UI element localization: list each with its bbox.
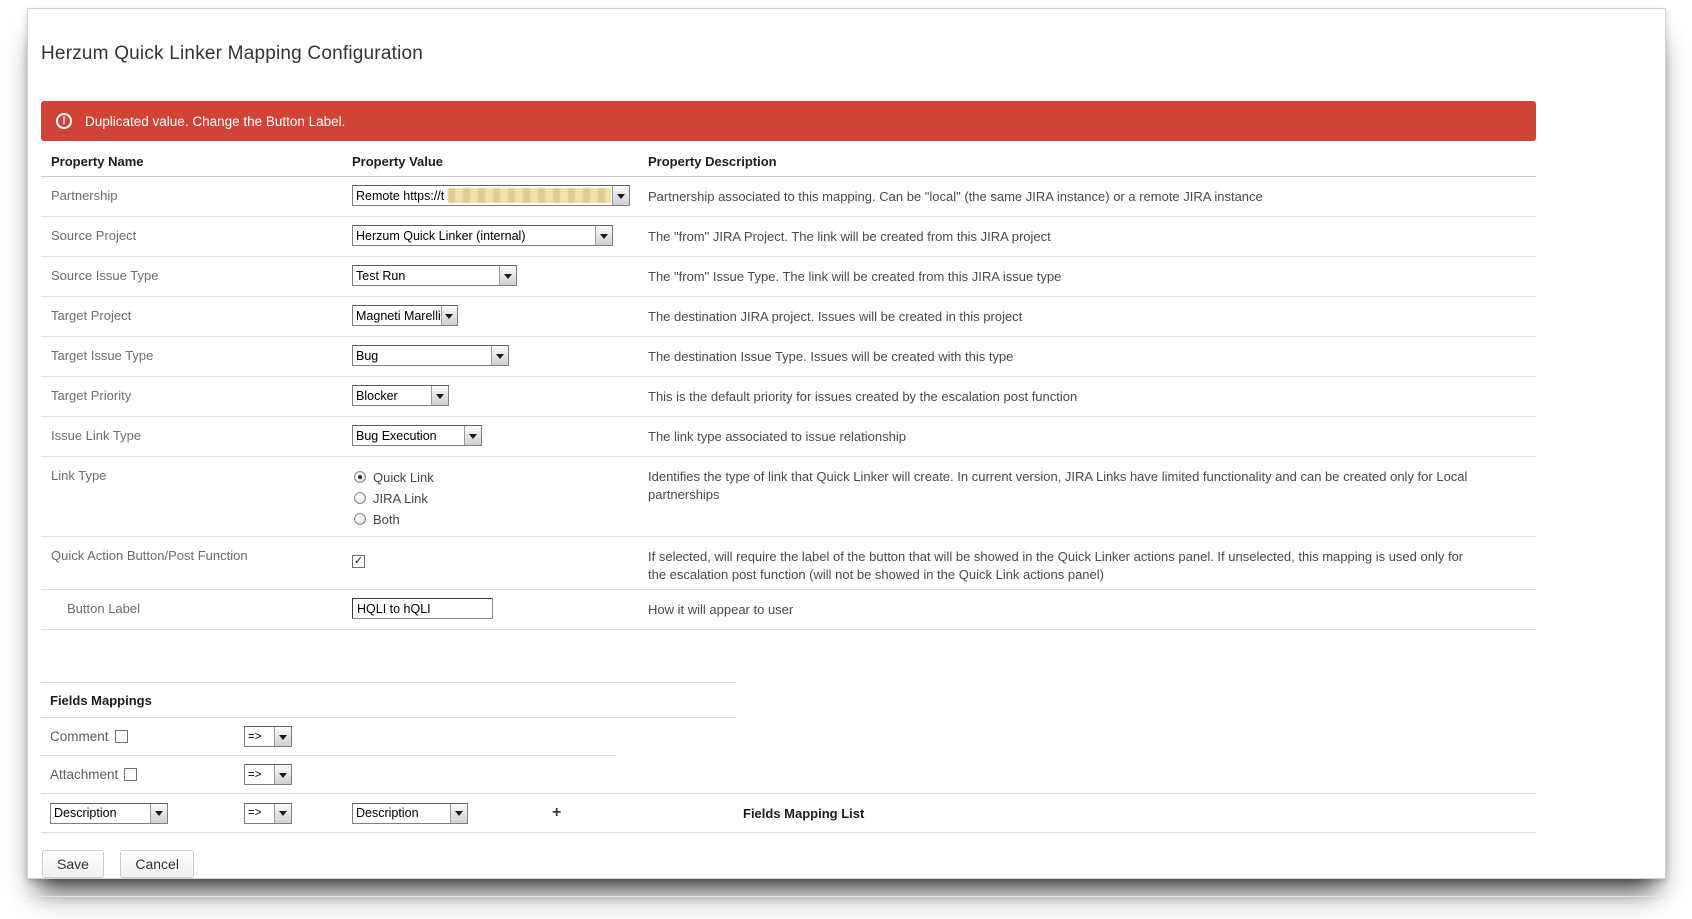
source-project-select-value: Herzum Quick Linker (internal): [356, 228, 526, 243]
comment-label: Comment: [50, 729, 109, 744]
comment-mapping-row: [41, 718, 1536, 755]
property-description: The "from" JIRA Project. The link will be created from this JIRA project: [648, 229, 1051, 244]
property-label: Partnership: [51, 188, 118, 203]
configuration-page: [27, 8, 1666, 879]
operator-value: =>: [248, 768, 262, 781]
cancel-button[interactable]: Cancel: [120, 850, 194, 878]
fields-mappings-section: [41, 682, 1536, 833]
divider: [28, 896, 1665, 897]
attachment-operator-select[interactable]: [244, 764, 292, 785]
property-row-target-project: [41, 297, 1536, 337]
radio-label: JIRA Link: [373, 490, 428, 506]
dropdown-arrow-icon[interactable]: [274, 765, 291, 784]
dropdown-arrow-icon[interactable]: [274, 804, 291, 823]
col-header-property-name: Property Name: [51, 154, 144, 169]
property-description: This is the default priority for issues created by the escalation post function: [648, 389, 1078, 404]
property-label: Quick Action Button/Post Function: [51, 548, 248, 563]
divider: [41, 832, 1536, 833]
source-issue-type-select[interactable]: [352, 265, 517, 286]
property-row-target-priority: [41, 377, 1536, 417]
attachment-label: Attachment: [50, 767, 119, 782]
source-issue-type-select-value: Test Run: [356, 268, 406, 283]
dropdown-arrow-icon[interactable]: [491, 346, 508, 365]
both-radio[interactable]: [354, 513, 366, 525]
dropdown-arrow-icon[interactable]: [595, 226, 612, 245]
button-label-input[interactable]: [352, 598, 493, 619]
source-field-value: Description: [54, 806, 117, 820]
property-row-quick-action: [41, 537, 1536, 590]
add-mapping-icon[interactable]: +: [552, 804, 562, 821]
property-label: Link Type: [51, 468, 107, 483]
mapping-operator-select[interactable]: [244, 803, 292, 824]
property-description: How it will appear to user: [648, 602, 794, 617]
radio-label: Both: [373, 511, 400, 527]
properties-table: [41, 145, 1536, 630]
target-field-value: Description: [356, 806, 419, 820]
fields-mappings-title: Fields Mappings: [50, 693, 152, 708]
property-row-issue-link-type: [41, 417, 1536, 457]
radio-label: Quick Link: [373, 469, 434, 485]
operator-value: =>: [248, 807, 262, 819]
target-priority-select-value: Blocker: [356, 388, 398, 403]
property-description: The destination Issue Type. Issues will be created with this type: [648, 349, 1014, 364]
attachment-mapping-row: [41, 756, 1536, 793]
property-row-target-issue-type: [41, 337, 1536, 377]
property-description: The "from" Issue Type. The link will be created from this JIRA issue type: [648, 269, 1062, 284]
dropdown-arrow-icon[interactable]: [499, 266, 516, 285]
property-row-source-project: [41, 217, 1536, 257]
target-project-select-value: Magneti Marelli: [356, 308, 441, 323]
table-header-row: [41, 145, 1536, 177]
jira-link-radio[interactable]: [354, 492, 366, 504]
issue-link-type-select-value: Bug Execution: [356, 428, 437, 443]
col-header-property-description: Property Description: [648, 154, 777, 169]
property-row-source-issue-type: [41, 257, 1536, 297]
property-description: The destination JIRA project. Issues will be created in this project: [648, 309, 1023, 324]
property-row-link-type: [41, 457, 1536, 537]
page-title: Herzum Quick Linker Mapping Configuration: [41, 43, 424, 64]
property-description: If selected, will require the label of the button that will be showed in the Quick Linker actions panel. If unselected, this mapping is used only for the escalation post function (will not be showed in the Quick Link actions panel): [648, 549, 1464, 582]
dropdown-arrow-icon[interactable]: [274, 727, 291, 746]
source-project-select[interactable]: [352, 225, 613, 246]
target-priority-select[interactable]: [352, 385, 449, 406]
error-message: Duplicated value. Change the Button Label.: [85, 113, 346, 129]
property-label: Source Project: [51, 228, 137, 243]
dropdown-arrow-icon[interactable]: [612, 186, 629, 205]
error-banner: [41, 101, 1536, 141]
property-description: The link type associated to issue relationship: [648, 429, 906, 444]
source-field-select[interactable]: [50, 803, 168, 824]
button-bar: [41, 850, 1536, 878]
target-issue-type-select-value: Bug: [356, 348, 379, 363]
operator-value: =>: [248, 730, 262, 743]
dropdown-arrow-icon[interactable]: [464, 426, 481, 445]
error-circle-icon: !: [56, 113, 72, 129]
save-button[interactable]: Save: [42, 850, 104, 878]
property-label: Button Label: [67, 601, 141, 616]
attachment-checkbox[interactable]: [124, 768, 137, 781]
comment-operator-select[interactable]: [244, 726, 292, 747]
dropdown-arrow-icon[interactable]: [150, 804, 167, 823]
issue-link-type-select[interactable]: [352, 425, 482, 446]
property-label: Source Issue Type: [51, 268, 159, 283]
property-label: Target Priority: [51, 388, 132, 403]
quick-link-radio[interactable]: [354, 471, 366, 483]
redacted-text: [448, 188, 611, 203]
dropdown-arrow-icon[interactable]: [431, 386, 448, 405]
property-label: Target Project: [51, 308, 132, 323]
property-label: Issue Link Type: [51, 428, 142, 443]
property-description: Partnership associated to this mapping. Can be "local" (the same JIRA instance) or a remote JIRA instance: [648, 189, 1263, 204]
dropdown-arrow-icon[interactable]: [450, 804, 467, 823]
property-description: Identifies the type of link that Quick Linker will create. In current version, JIRA Links have limited functionality and can be created only for Local partnerships: [648, 469, 1468, 502]
property-row-partnership: [41, 177, 1536, 217]
quick-action-checkbox[interactable]: [352, 555, 365, 568]
dropdown-arrow-icon[interactable]: [441, 306, 457, 325]
property-label: Target Issue Type: [51, 348, 154, 363]
field-mapping-row: [41, 794, 1536, 832]
target-field-select[interactable]: [352, 803, 468, 824]
comment-checkbox[interactable]: [115, 730, 128, 743]
property-row-button-label: [41, 590, 1536, 630]
fields-mapping-list-title: Fields Mapping List: [743, 805, 865, 821]
partnership-select-value: Remote https://t: [356, 188, 445, 203]
target-issue-type-select[interactable]: [352, 345, 509, 366]
target-project-select[interactable]: [352, 305, 458, 326]
col-header-property-value: Property Value: [352, 154, 444, 169]
partnership-select[interactable]: [352, 185, 630, 206]
